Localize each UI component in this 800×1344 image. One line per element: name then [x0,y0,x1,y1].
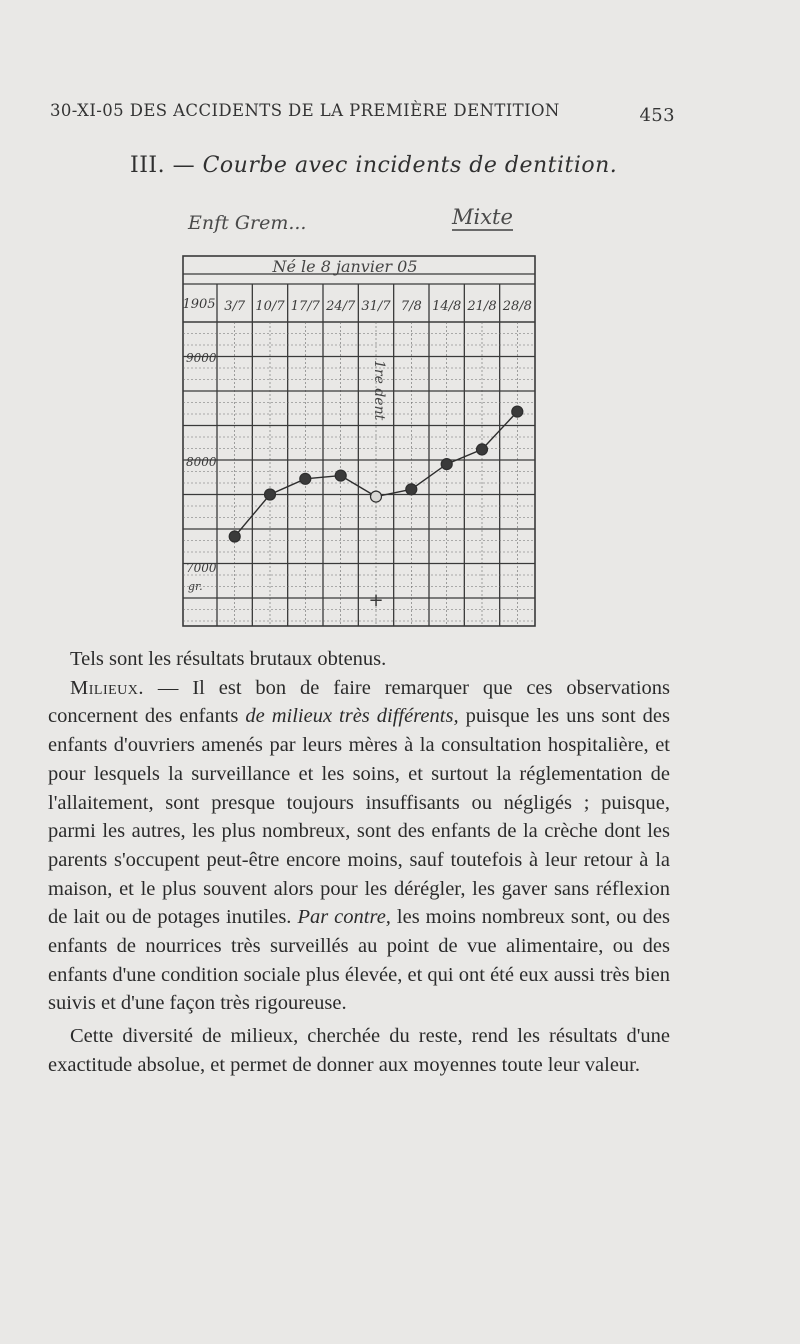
date-column-label: 28/8 [502,299,532,314]
weight-point [300,473,311,484]
date-column-label: 7/8 [400,299,422,314]
date-column-label: 3/7 [224,299,246,314]
milieux-text-2: puisque les uns sont des enfants d'ouvriers amenés par leurs mères à la consultation hospitalière, et pour lesquels la surveillance et les soins, et surtout la réglementation de l'allaitement, sont presque toujours insuffisants ou négligés ; puisque, parmi les autres, les plus nombreux, sont des enfants de la crèche dont les parents s'occupent peut-être encore moins, sauf toutefois à leur retour à la maison, et le plus souvent alors pour les dérégler, les gaver sans réflexion de lait ou de potages inutiles. [48,705,670,929]
page-number: 453 [639,105,675,126]
date-column-label: 24/7 [326,299,356,314]
y-tick-label-middle: 8000 [186,455,217,469]
date-column-label: 17/7 [290,299,320,314]
feeding-label-handwritten: Mixte [452,205,513,229]
birth-note-handwritten: Né le 8 janvier 05 [272,257,418,276]
weight-point [406,484,417,495]
paragraph-intro: Tels sont les résultats brutaux obtenus. [70,648,387,670]
figure-caption-dash: — [172,153,196,178]
child-label-handwritten: Enft Grem... [188,212,307,234]
milieux-text-1: Il est bon de faire remarquer que ces observations concernent des enfants [48,676,671,728]
figure-caption [130,153,617,178]
date-column-label: 14/8 [432,299,462,314]
header-date-ref: 30-XI-05 [50,101,125,120]
date-column-label: 31/7 [361,299,391,314]
weight-chart-svg [180,250,540,630]
weight-point [335,470,346,481]
weight-point [477,444,488,455]
milieux-emphasis-1: de milieux très différents, [245,705,459,728]
milieux-heading: Milieux. [70,676,145,699]
date-column-label: 10/7 [255,299,285,314]
paragraph-closing: Cette diversité de milieux, cherchée du reste, rend les résultats d'une exactitude absolue, et permet de donner aux moyennes toute leur valeur. [48,1025,670,1076]
weight-point [371,491,382,502]
milieux-dash: — [157,676,179,699]
paragraph-milieux [48,674,670,1018]
tooth-eruption-annotation: 1re dent [371,360,387,421]
weight-point [265,489,276,500]
running-header [50,101,675,126]
weight-point [512,406,523,417]
year-header: 1905 [182,297,216,312]
eruption-cross-marker: + [368,590,384,611]
figure-number: III. [130,153,166,178]
figure-title: Courbe avec incidents de dentition. [202,153,618,178]
weight-chart [180,250,540,630]
milieux-text-3: les moins nombreux sont, ou des enfants de nourrices très surveillés au point de vue alimentaire, ou des enfants d'une condition sociale plus élevée, et qui ont été eux aussi très bien suivis et d'une façon très rigoureuse. [48,906,671,1015]
milieux-emphasis-2: Par contre, [297,906,391,929]
y-tick-label-bottom: 7000 [186,561,217,575]
body-text [48,645,670,1080]
date-column-label: 21/8 [467,299,497,314]
weight-point [441,459,452,470]
weight-point [229,531,240,542]
y-tick-label-top: 9000 [186,351,217,365]
header-running-title: DES ACCIDENTS DE LA PREMIÈRE DENTITION [129,101,560,120]
y-unit-label: gr. [188,580,203,593]
